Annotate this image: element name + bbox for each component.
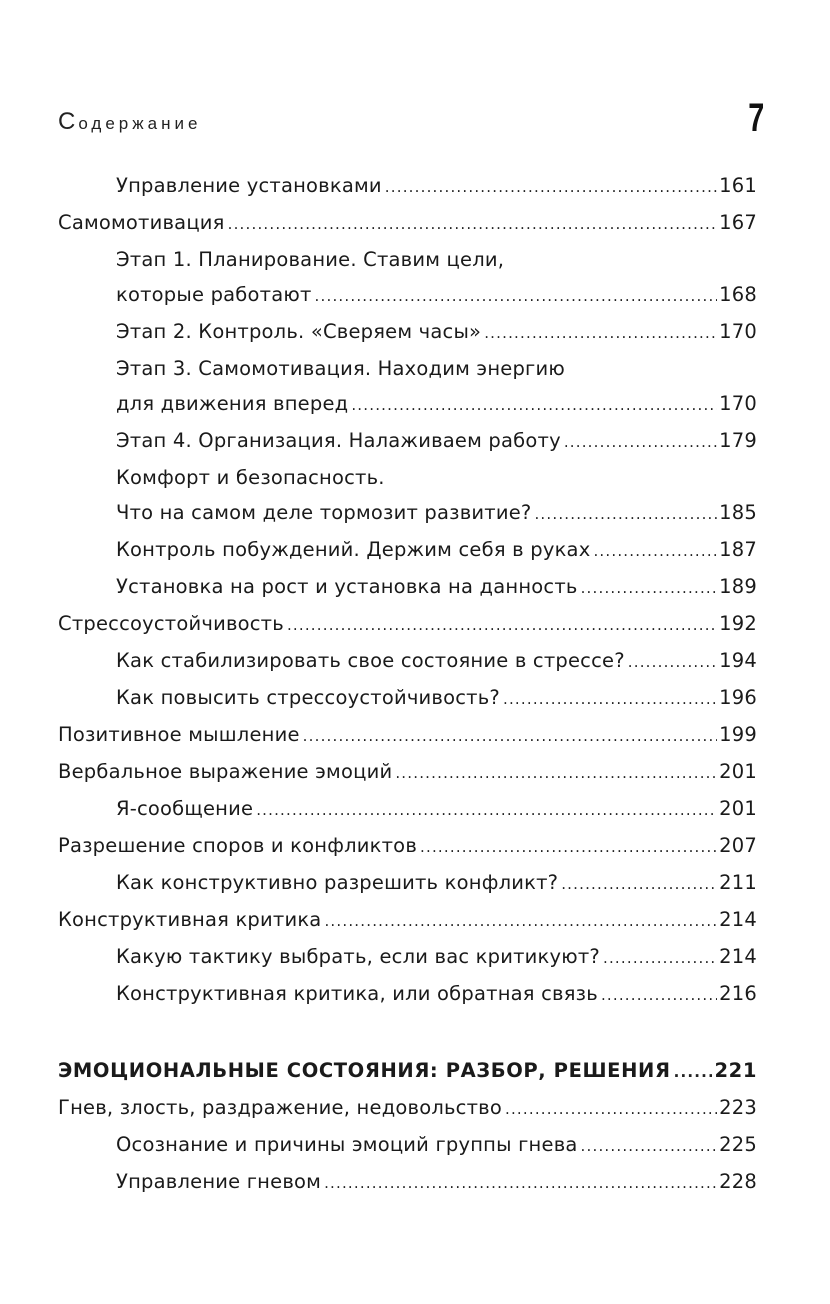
running-header-initial: С (58, 108, 79, 135)
toc-entry[interactable] (58, 314, 757, 351)
toc-entry-title: Управление установками (116, 174, 382, 197)
dot-leader (303, 719, 718, 754)
toc-entry[interactable] (58, 532, 757, 569)
toc-entry[interactable] (58, 902, 757, 939)
toc-entry[interactable] (58, 754, 757, 791)
toc-entry-page: 207 (719, 834, 757, 857)
toc-entry[interactable] (58, 1164, 757, 1201)
page-number: 7 (747, 96, 764, 140)
toc-entry-page: 189 (719, 575, 757, 598)
table-of-contents (58, 168, 757, 1201)
dot-leader (324, 1166, 717, 1201)
toc-entry-title-line: Этап 1. Планирование. Ставим цели, (116, 248, 505, 271)
toc-entry[interactable] (58, 865, 757, 902)
toc-entry-title: Самомотивация (58, 211, 225, 234)
dot-leader (503, 682, 717, 717)
toc-entry[interactable] (58, 680, 757, 717)
dot-leader (228, 207, 718, 242)
toc-entry-page: 201 (719, 760, 757, 783)
dot-leader (564, 425, 717, 460)
running-header-rest: одержание (78, 114, 202, 133)
dot-leader (351, 388, 717, 423)
toc-entry-page: 196 (719, 686, 757, 709)
toc-entry[interactable] (58, 717, 757, 754)
toc-entry[interactable] (58, 242, 757, 314)
dot-leader (581, 571, 718, 606)
toc-entry-title: Управление гневом (116, 1170, 322, 1193)
toc-entry[interactable] (58, 1090, 757, 1127)
toc-entry-page: 214 (719, 908, 757, 931)
toc-entry[interactable] (58, 569, 757, 606)
dot-leader (256, 793, 717, 828)
dot-leader (674, 1055, 713, 1090)
toc-entry-page: 167 (719, 211, 757, 234)
dot-leader (324, 904, 717, 939)
toc-entry[interactable] (58, 1053, 757, 1090)
toc-entry-title-line: Комфорт и безопасность. (116, 466, 385, 489)
toc-entry[interactable] (58, 976, 757, 1013)
toc-entry[interactable] (58, 606, 757, 643)
toc-entry-page: 168 (719, 283, 757, 306)
toc-entry-page: 170 (719, 392, 757, 415)
toc-entry[interactable] (58, 1127, 757, 1164)
toc-entry-title: Осознание и причины эмоций группы гнева (116, 1133, 578, 1156)
toc-entry-page: 214 (719, 945, 757, 968)
toc-entry[interactable] (58, 643, 757, 680)
toc-entry-title: которые работают (116, 283, 312, 306)
dot-leader (315, 279, 718, 314)
toc-entry-title: Гнев, злость, раздражение, недовольство (58, 1096, 502, 1119)
toc-entry-page: 185 (719, 501, 757, 524)
toc-entry-title: Контроль побуждений. Держим себя в руках (116, 538, 591, 561)
section-gap (58, 1013, 757, 1053)
dot-leader (581, 1129, 718, 1164)
dot-leader (561, 867, 717, 902)
dot-leader (593, 534, 717, 569)
toc-entry-page: 194 (719, 649, 757, 672)
toc-entry[interactable] (58, 939, 757, 976)
toc-entry-page: 221 (714, 1059, 757, 1082)
toc-entry[interactable] (58, 460, 757, 532)
toc-entry-title: Как стабилизировать свое состояние в стрессе? (116, 649, 625, 672)
toc-entry[interactable] (58, 423, 757, 460)
dot-leader (484, 316, 717, 351)
dot-leader (385, 170, 717, 205)
toc-entry-title: Разрешение споров и конфликтов (58, 834, 418, 857)
toc-entry-page: 199 (719, 723, 757, 746)
toc-entry[interactable] (58, 205, 757, 242)
toc-entry-page: 201 (719, 797, 757, 820)
toc-entry-page: 211 (719, 871, 757, 894)
toc-entry-title: Что на самом деле тормозит развитие? (116, 501, 532, 524)
toc-entry-title: Позитивное мышление (58, 723, 300, 746)
toc-entry-title: Стрессоустойчивость (58, 612, 284, 635)
toc-entry-title: Этап 4. Организация. Налаживаем работу (116, 429, 561, 452)
toc-entry-page: 179 (719, 429, 757, 452)
toc-entry-title: Как конструктивно разрешить конфликт? (116, 871, 559, 894)
toc-entry-page: 170 (719, 320, 757, 343)
dot-leader (395, 756, 717, 791)
toc-entry-title: Какую тактику выбрать, если вас критикуют? (116, 945, 600, 968)
toc-entry[interactable] (58, 828, 757, 865)
toc-entry[interactable] (58, 168, 757, 205)
dot-leader (534, 497, 717, 532)
toc-entry-title-line: Этап 3. Самомотивация. Находим энергию (116, 357, 565, 380)
toc-entry-title: Этап 2. Контроль. «Сверяем часы» (116, 320, 482, 343)
dot-leader (287, 608, 717, 643)
toc-entry-page: 216 (719, 982, 757, 1005)
toc-entry-page: 223 (719, 1096, 757, 1119)
toc-entry-title: Конструктивная критика, или обратная связь (116, 982, 598, 1005)
dot-leader (420, 830, 717, 865)
toc-entry[interactable] (58, 791, 757, 828)
dot-leader (628, 645, 717, 680)
toc-entry-title: ЭМОЦИОНАЛЬНЫЕ СОСТОЯНИЯ: РАЗБОР, РЕШЕНИЯ (58, 1059, 671, 1082)
toc-entry-title: Вербальное выражение эмоций (58, 760, 393, 783)
dot-leader (505, 1092, 717, 1127)
toc-entry-page: 228 (719, 1170, 757, 1193)
toc-entry-title: для движения вперед (116, 392, 349, 415)
running-header (58, 108, 201, 136)
toc-entry-page: 161 (719, 174, 757, 197)
toc-entry-page: 225 (719, 1133, 757, 1156)
toc-entry-title: Я-сообщение (116, 797, 254, 820)
dot-leader (601, 978, 717, 1013)
toc-entry-page: 192 (719, 612, 757, 635)
toc-entry-page: 187 (719, 538, 757, 561)
toc-entry[interactable] (58, 351, 757, 423)
toc-entry-title: Конструктивная критика (58, 908, 322, 931)
toc-entry-title: Как повысить стрессоустойчивость? (116, 686, 500, 709)
toc-entry-title: Установка на рост и установка на данность (116, 575, 578, 598)
dot-leader (603, 941, 717, 976)
